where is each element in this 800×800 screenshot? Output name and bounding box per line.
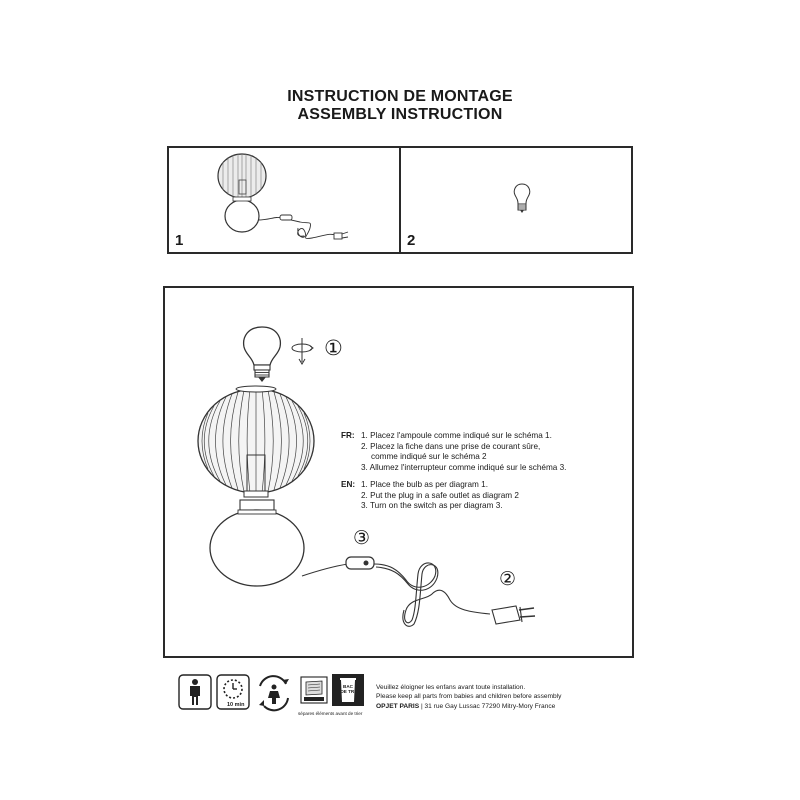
marker-3: ③ [353, 527, 371, 549]
marker-1: ① [324, 336, 343, 360]
lang-label-en: EN: [341, 480, 356, 489]
rotate-arrow-icon [290, 335, 326, 367]
title-en: ASSEMBLY INSTRUCTION [297, 106, 503, 123]
step-2-number: 2 [407, 232, 416, 249]
paper-recycling-icon [300, 676, 328, 704]
cord-switch-plug-illustration [290, 540, 550, 640]
en-line-1: 1. Place the bulb as per diagram 1. [361, 480, 488, 489]
timer-label: 10 min [227, 702, 245, 708]
footer-notice [376, 683, 561, 711]
lamp-shade-illustration [192, 385, 322, 505]
lamp-with-cord-illustration [200, 150, 360, 250]
marker-2: ② [499, 568, 517, 590]
en-line-2: 2. Put the plug in a safe outlet as diagram 2 [361, 490, 519, 500]
title-fr: INSTRUCTION DE MONTAGE [287, 88, 513, 105]
en-line-3: 3. Turn on the switch as per diagram 3. [361, 501, 503, 511]
person-icon [178, 674, 212, 710]
instructions-en [341, 480, 519, 512]
company-name: OPJET PARIS [376, 702, 420, 710]
step-1-number: 1 [175, 232, 184, 249]
lang-label-fr: FR: [341, 431, 355, 440]
recycle-caption: sépares éléments avant de trier [298, 711, 363, 716]
fr-line-3: comme indiqué sur le schéma 2 [371, 452, 487, 462]
notice-fr: Veuillez éloigner les enfans avant toute installation. [376, 684, 526, 691]
recycle-triman-icon [256, 676, 292, 710]
light-bulb-icon [510, 182, 534, 218]
fr-line-1: 1. Placez l'ampoule comme indiqué sur le schéma 1. [361, 431, 552, 440]
fr-line-4: 3. Allumez l'interrupteur comme indiqué sur le schéma 3. [361, 462, 567, 472]
instructions-fr [341, 431, 566, 473]
notice-en: Please keep all parts from babies and children before assembly [376, 693, 562, 701]
company-address: | 31 rue Gay Lussac 77290 Mitry-Mory France [419, 702, 556, 710]
fr-line-2: 2. Placez la fiche dans une prise de courant sûre, [361, 441, 541, 451]
bin-label: BAC DE TRI [340, 684, 356, 694]
bulb-illustration [238, 325, 286, 383]
